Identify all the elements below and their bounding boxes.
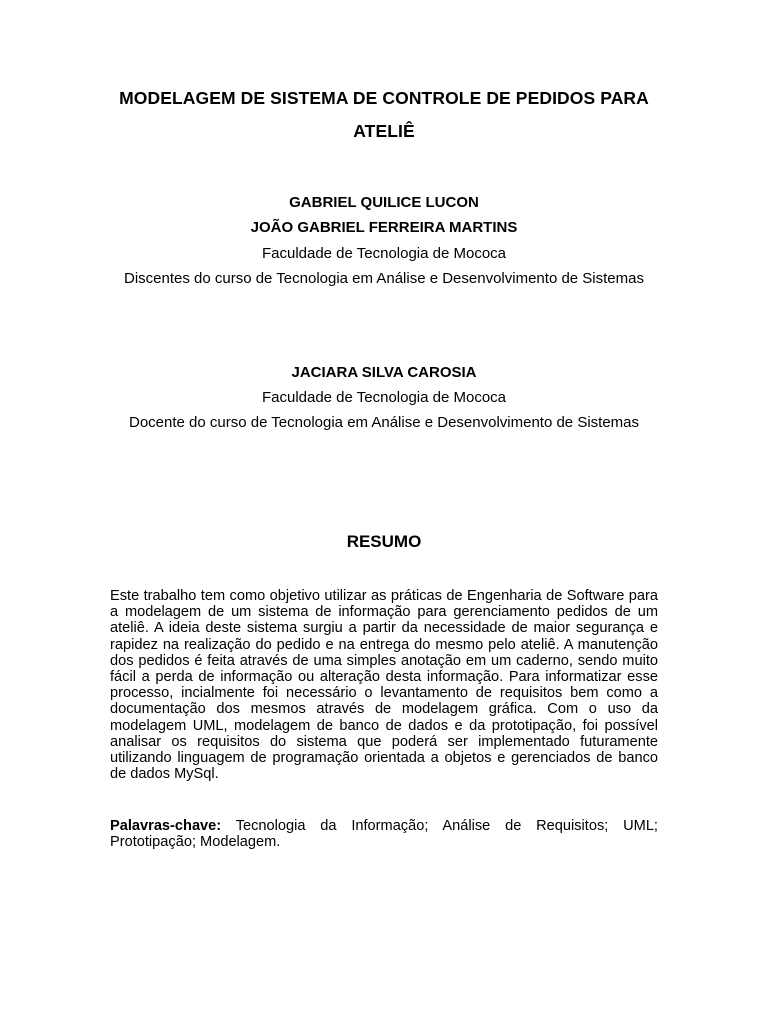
keywords [110, 818, 658, 850]
author-name: JACIARA SILVA CAROSIA [291, 364, 477, 381]
keywords-text: Tecnologia da Informação; Análise de Requisitos; UML; Prototipação; Modelagem. [110, 818, 658, 851]
document-title: MODELAGEM DE SISTEMA DE CONTROLE DE PEDIDOS PARA ATELIÊ [119, 88, 649, 141]
author-name: GABRIEL QUILICE LUCON [289, 194, 479, 211]
author-name: JOÃO GABRIEL FERREIRA MARTINS [250, 219, 518, 236]
author-institution: Faculdade de Tecnologia de Mococa [261, 389, 507, 406]
abstract-heading: RESUMO [346, 532, 422, 551]
keywords-label: Palavras-chave: [110, 818, 222, 834]
author-role: Discentes do curso de Tecnologia em Análise e Desenvolvimento de Sistemas [123, 270, 644, 287]
abstract-text: Este trabalho tem como objetivo utilizar as práticas de Engenharia de Software para a modelagem de um sistema de informação para gerenciamento pedidos de um ateliê. A ideia deste sistema surgiu a partir da necessidade de maior segurança e rapidez na realização do pedido e na entrega do mesmo pelo ateliê. A manutenção dos pedidos é feita através de uma simples anotação em um caderno, sendo muito fácil a perda de informação ou alteração desta informação. Para informatizar esse processo, incialmente foi necessário o levantamento de requisitos bem como a documentação dos mesmos através de modelagem gráfica. Com o uso da modelagem UML, modelagem de banco de dados e da prototipação, foi possível analisar os requisitos do sistema que poderá ser implementado futuramente utilizando linguagem de programação orientada a objetos e gerenciados de banco de dados MySql. [110, 588, 658, 783]
author-institution: Faculdade de Tecnologia de Mococa [261, 245, 507, 262]
author-role: Docente do curso de Tecnologia em Análise e Desenvolvimento de Sistemas [128, 414, 639, 431]
